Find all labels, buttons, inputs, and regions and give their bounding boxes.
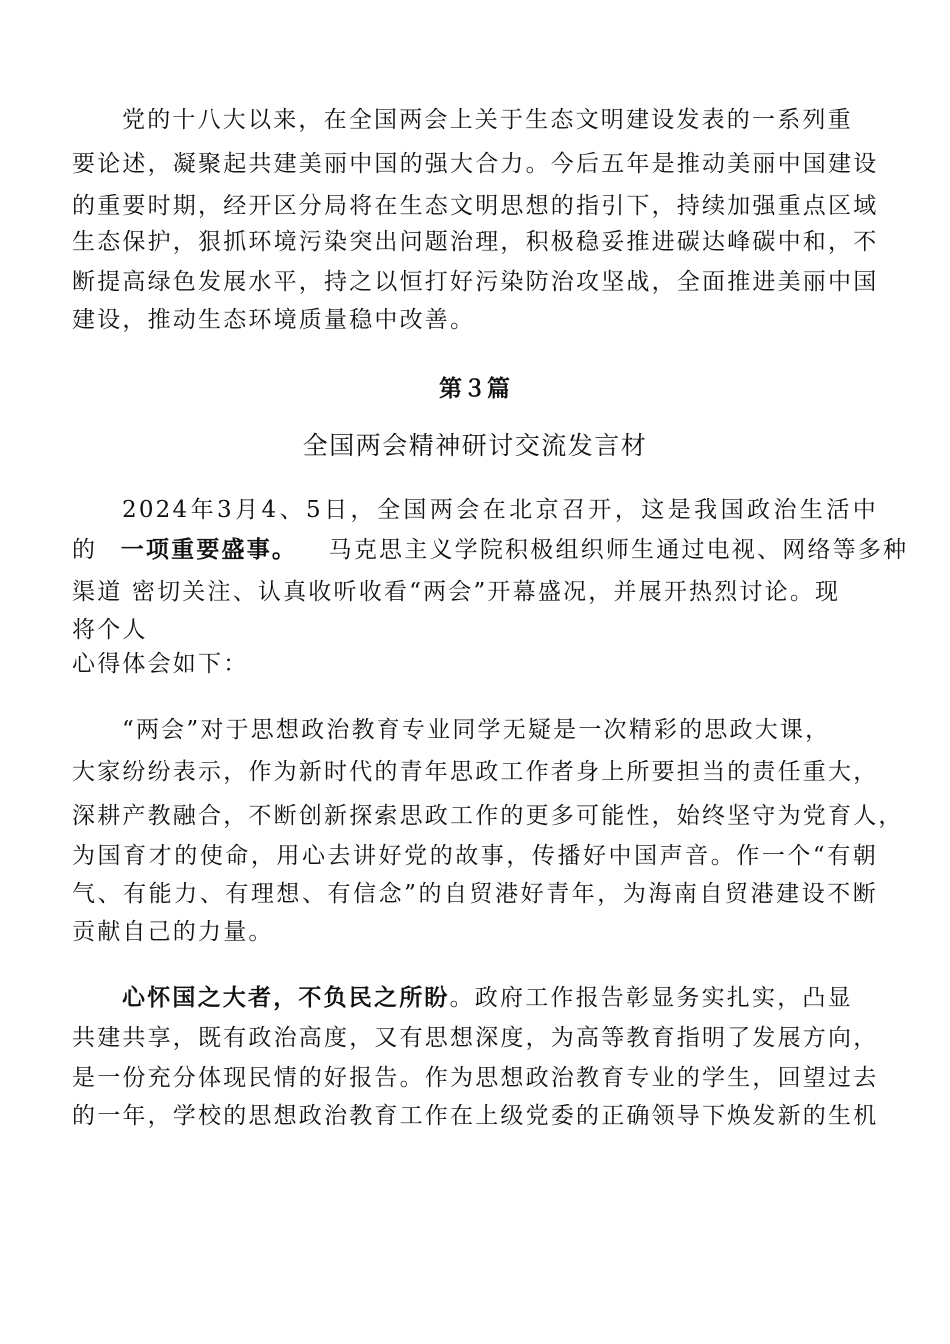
text-run: 。政府工作报告彰显务实扎实，凸显 <box>449 985 853 1011</box>
paragraph-line: 断提高绿色发展水平，持之以恒打好污染防治攻坚战，全面推进美丽中国 <box>72 269 879 295</box>
emphasis-text: 一项重要盛事。 <box>120 537 298 563</box>
paragraph-line: 共建共享，既有政治高度，又有思想深度，为高等教育指明了发展方向， <box>72 1025 879 1051</box>
paragraph-line: 党的十八大以来，在全国两会上关于生态文明建设发表的一系列重 <box>122 107 853 133</box>
article-number: 第３篇 <box>439 376 511 402</box>
paragraph-line <box>122 982 853 1014</box>
emphasis-text: 心怀国之大者，不负民之所盼 <box>122 985 450 1011</box>
paragraph-line: 建设，推动生态环境质量稳中改善。 <box>72 307 476 333</box>
paragraph-line: “两会”对于思想政治教育专业同学无疑是一次精彩的思政大课， <box>122 717 831 743</box>
paragraph-line: 生态保护，狠抓环境污染突出问题治理，积极稳妥推进碳达峰碳中和，不 <box>72 229 879 255</box>
paragraph-line: 要论述，凝聚起共建美丽中国的强大合力。今后五年是推动美丽中国建设 <box>72 151 879 177</box>
paragraph-line: 是一份充分体现民情的好报告。作为思想政治教育专业的学生，回望过去 <box>72 1065 879 1091</box>
text-run: 的 <box>72 537 98 563</box>
article-title: 全国两会精神研讨交流发言材 <box>302 431 648 460</box>
paragraph-line <box>72 534 908 566</box>
paragraph-line: 渠道 密切关注、认真收听收看“两会”开幕盛况，并展开热烈讨论。现 <box>72 579 841 605</box>
paragraph-line: 的一年，学校的思想政治教育工作在上级党委的正确领导下焕发新的生机 <box>72 1103 879 1129</box>
paragraph-line: 2024年3月4、5日，全国两会在北京召开，这是我国政治生活中 <box>122 497 878 523</box>
paragraph-line: 为国育才的使命，用心去讲好党的故事，传播好中国声音。作一个“有朝 <box>72 843 878 869</box>
paragraph-line: 心得体会如下： <box>72 651 249 677</box>
paragraph-line: 深耕产教融合，不断创新探索思政工作的更多可能性，始终坚守为党育人， <box>72 803 904 829</box>
paragraph-line: 的重要时期，经开区分局将在生态文明思想的指引下，持续加强重点区域 <box>72 193 879 219</box>
paragraph-line: 将个人 <box>72 617 148 643</box>
paragraph-line: 大家纷纷表示，作为新时代的青年思政工作者身上所要担当的责任重大， <box>72 759 879 785</box>
paragraph-line: 贡献自己的力量。 <box>72 919 274 945</box>
text-run: 马克思主义学院积极组织师生通过电视、网络等多种 <box>328 537 909 563</box>
paragraph-line: 气、有能力、有理想、有信念”的自贸港好青年，为海南自贸港建设不断 <box>72 881 878 907</box>
